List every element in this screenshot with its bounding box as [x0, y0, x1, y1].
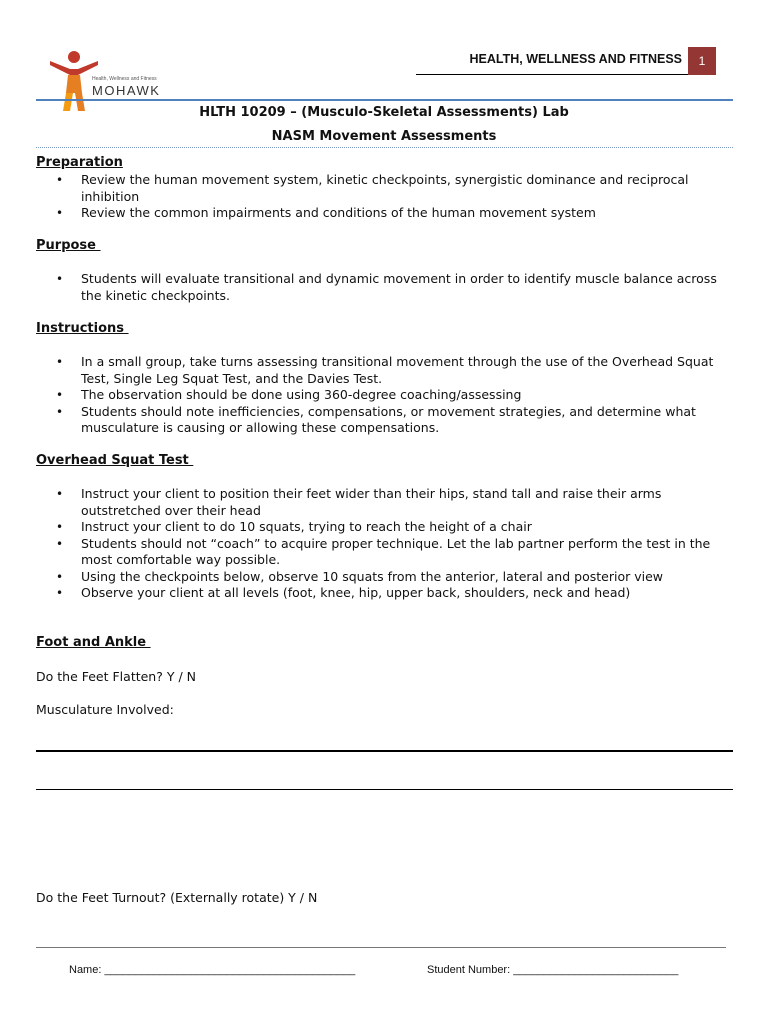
list-item: • Review the human movement system, kinetic checkpoints, synergistic dominance and reciprocal inhibition — [56, 172, 689, 204]
bullet-icon: • — [56, 569, 64, 584]
foot-ankle-heading: Foot and Ankle — [36, 635, 151, 650]
overhead-squat-list — [0, 486, 768, 602]
footer-rule — [36, 947, 726, 948]
list-item: • Students should not “coach” to acquire proper technique. Let the lab partner perform the test in the most comfortable way possible. — [56, 535, 711, 567]
list-item: • Students should note inefficiencies, compensations, or movement strategies, and determine what musculature is causing or allowing these compensations. — [56, 403, 696, 435]
header-title: HEALTH, WELLNESS AND FITNESS — [469, 52, 682, 66]
list-item: • Students will evaluate transitional and dynamic movement in order to identify muscle balance across the kinetic checkpoints. — [56, 271, 717, 303]
purpose-heading: Purpose — [36, 238, 101, 253]
bullet-icon: • — [56, 272, 64, 286]
list-item: • Observe your client at all levels (foot, knee, hip, upper back, shoulders, neck and head) — [56, 585, 631, 600]
answer-line[interactable] — [36, 789, 733, 790]
feet-flatten-question: Do the Feet Flatten? Y / N — [36, 669, 196, 684]
bullet-icon: • — [56, 586, 64, 600]
musculature-label: Musculature Involved: — [36, 702, 174, 717]
header-rule — [36, 99, 733, 101]
bullet-icon: • — [56, 520, 64, 534]
instructions-list — [0, 354, 768, 437]
list-item: • Instruct your client to position their feet wider than their hips, stand tall and raise their arms outstretched over their head — [56, 486, 662, 518]
purpose-list — [0, 271, 768, 304]
list-item: • The observation should be done using 360-degree coaching/assessing — [56, 387, 522, 402]
bullet-icon: • — [56, 173, 64, 187]
list-item: • Instruct your client to do 10 squats, trying to reach the height of a chair — [56, 519, 532, 534]
overhead-squat-heading: Overhead Squat Test — [36, 453, 194, 468]
logo-subtitle: Health, Wellness and Fitness — [92, 76, 157, 82]
student-number-field[interactable]: Student Number: ___________________________ — [427, 964, 679, 976]
bullet-icon: • — [56, 355, 64, 369]
bullet-icon: • — [56, 487, 64, 501]
feet-turnout-question: Do the Feet Turnout? (Externally rotate) Y / N — [36, 890, 318, 905]
bullet-icon: • — [56, 404, 64, 419]
document-subtitle: NASM Movement Assessments — [271, 129, 497, 144]
answer-line[interactable] — [36, 750, 733, 752]
bullet-icon: • — [56, 206, 64, 220]
bullet-icon: • — [56, 388, 64, 402]
preparation-heading: Preparation — [36, 155, 123, 170]
list-item: • Using the checkpoints below, observe 10 squats from the anterior, lateral and posterior view — [56, 568, 663, 584]
list-item: • In a small group, take turns assessing transitional movement through the use of the Overhead Squat Test, Single Leg Squat Test, and the Davies Test. — [56, 354, 714, 386]
logo-brand: MOHAWK — [92, 83, 161, 98]
title-divider — [36, 147, 733, 148]
document-title: HLTH 10209 – (Musculo-Skeletal Assessments) Lab — [199, 105, 569, 120]
instructions-heading: Instructions — [36, 321, 129, 336]
page-number-badge: 1 — [688, 47, 716, 75]
header-underline — [416, 74, 688, 75]
preparation-list — [0, 172, 768, 222]
list-item: • Review the common impairments and conditions of the human movement system — [56, 205, 596, 220]
bullet-icon: • — [56, 536, 64, 551]
name-field[interactable]: Name: _________________________________________ — [69, 964, 356, 976]
